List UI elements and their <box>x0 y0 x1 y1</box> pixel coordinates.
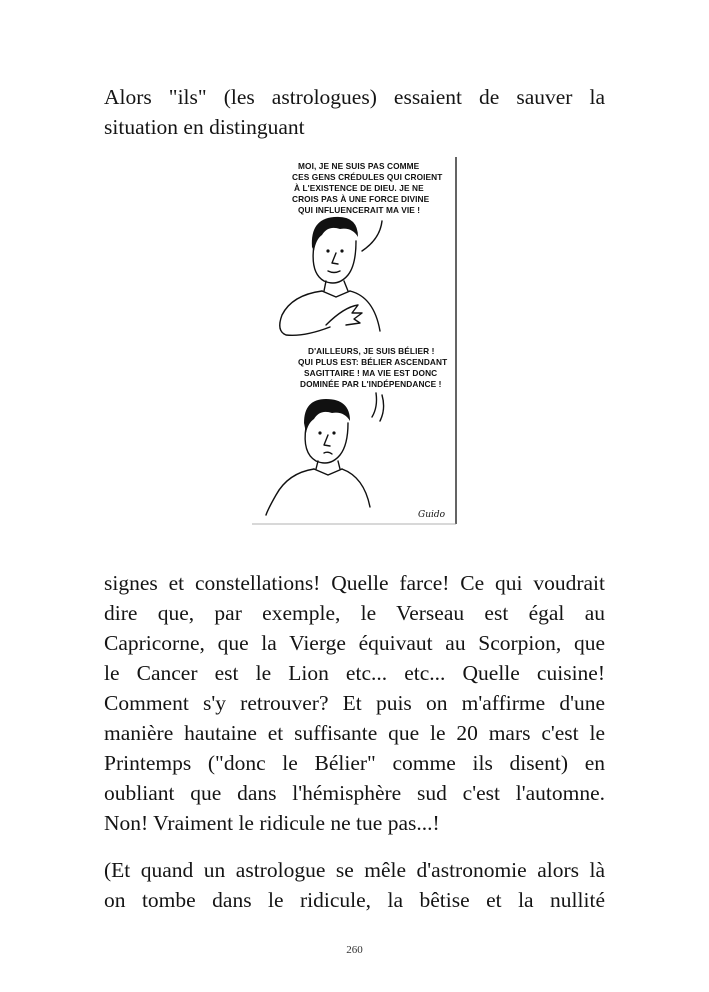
panel2-caption <box>298 346 447 389</box>
text-line: signes et constellations! Quelle farce! Ce qui voudrait <box>104 571 605 595</box>
caption-line: CROIS PAS À UNE FORCE DIVINE <box>292 194 430 204</box>
caption-line: SAGITTAIRE ! MA VIE EST DONC <box>304 368 438 378</box>
caption-line: CES GENS CRÉDULES QUI CROIENT <box>292 172 443 182</box>
text-line: Alors "ils" (les astrologues) essaient de sauver la <box>104 85 605 109</box>
caption-line: DOMINÉE PAR L'INDÉPENDANCE ! <box>300 379 442 389</box>
text-line: oubliant que dans l'hémisphère sud c'est l'automne. <box>104 781 605 805</box>
text-line: (Et quand un astrologue se mêle d'astronomie alors là <box>104 858 605 882</box>
caption-line: À L'EXISTENCE DE DIEU. JE NE <box>294 183 424 193</box>
page-number: 260 <box>346 944 363 956</box>
cartoon-signature: Guido <box>418 510 446 520</box>
paragraph-intro <box>104 82 605 142</box>
text-line: dire que, par exemple, le Verseau est égal au <box>104 601 605 625</box>
caption-line: QUI INFLUENCERAIT MA VIE ! <box>298 205 421 215</box>
text-line: on tombe dans le ridicule, la bêtise et la nullité <box>104 888 605 912</box>
caption-line: D'AILLEURS, JE SUIS BÉLIER ! <box>308 346 435 356</box>
text-line: Non! Vraiment le ridicule ne tue pas...! <box>104 811 440 835</box>
text-line: Printemps ("donc le Bélier" comme ils disent) en <box>104 751 605 775</box>
text-line: manière hautaine et suffisante que le 20 mars c'est le <box>104 721 605 745</box>
text-line: situation en distinguant <box>104 115 305 139</box>
paragraph-closing <box>104 855 605 915</box>
text-line: Comment s'y retrouver? Et puis on m'affirme d'une <box>104 691 605 715</box>
panel1-character <box>280 217 382 335</box>
caption-line: QUI PLUS EST: BÉLIER ASCENDANT <box>298 357 448 367</box>
text-line: Capricorne, que la Vierge équivaut au Scorpion, que <box>104 631 605 655</box>
panel1-caption <box>292 161 442 215</box>
panel2-character <box>266 393 384 515</box>
paragraph-main <box>104 568 605 838</box>
text-line: le Cancer est le Lion etc... etc... Quelle cuisine! <box>104 661 605 685</box>
caption-line: MOI, JE NE SUIS PAS COMME <box>298 161 420 171</box>
cartoon-illustration <box>252 155 458 525</box>
